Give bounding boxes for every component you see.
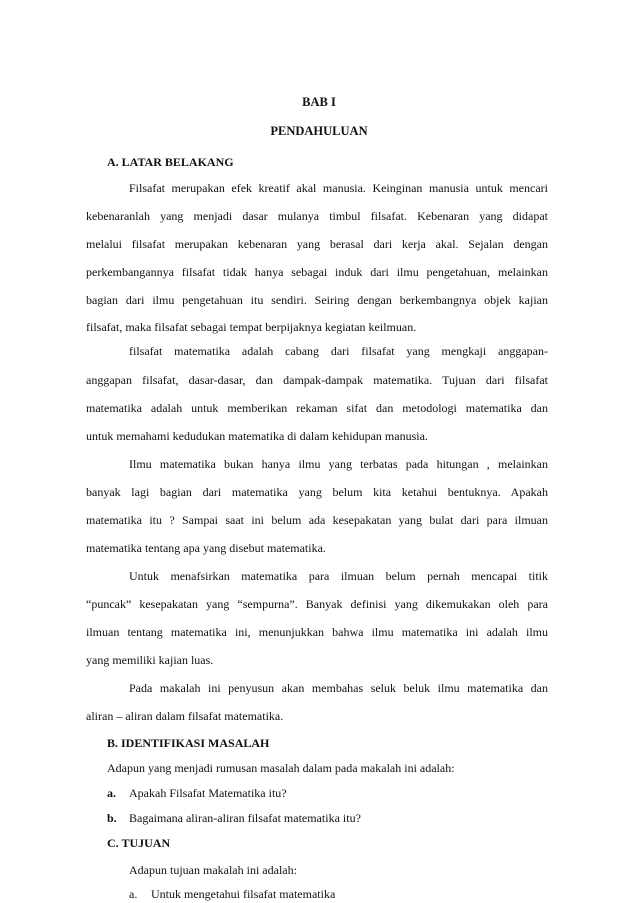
list-marker: a. [107,786,116,800]
paragraph-line: filsafat matematika adalah cabang dari filsafat yang mengkaji anggapan- [129,344,548,358]
paragraph-line: Pada makalah ini penyusun akan membahas seluk beluk ilmu matematika dan [129,681,548,695]
paragraph-line: filsafat, maka filsafat sebagai tempat berpijaknya kegiatan keilmuan. [86,320,417,334]
list-marker: b. [107,811,117,825]
paragraph-line: matematika tentang apa yang disebut matematika. [86,541,326,555]
paragraph-line: matematika itu ? Sampai saat ini belum ada kesepakatan yang bulat dari para ilmuan [86,513,548,527]
section-b-intro: Adapun yang menjadi rumusan masalah dalam pada makalah ini adalah: [107,761,455,775]
list-item: Bagaimana aliran-aliran filsafat matematika itu? [129,811,361,825]
section-b-heading: B. IDENTIFIKASI MASALAH [107,736,270,750]
paragraph-line: matematika adalah untuk memberikan rekaman sifat dan metodologi matematika dan [86,401,548,415]
paragraph-line: aliran – aliran dalam filsafat matematika. [86,709,284,723]
paragraph-line: kebenaranlah yang menjadi dasar mulanya timbul filsafat. Kebenaran yang didapat [86,209,548,223]
paragraph-line: ilmuan tentang matematika ini, menunjukkan bahwa ilmu matematika ini adalah ilmu [86,625,548,639]
paragraph-line: yang memiliki kajian luas. [86,653,214,667]
paragraph-line: anggapan filsafat, dasar-dasar, dan dampak-dampak matematika. Tujuan dari filsafat [86,373,548,387]
paragraph-line: Untuk menafsirkan matematika para ilmuan belum pernah mencapai titik [129,569,548,583]
paragraph-line: bagian dari ilmu pengetahuan itu sendiri. Seiring dengan berkembangnya objek kajian [86,293,548,307]
list-marker: a. [129,887,138,901]
paragraph-line: Ilmu matematika bukan hanya ilmu yang terbatas pada hitungan , melainkan [129,457,548,471]
paragraph-line: “puncak” kesepakatan yang “sempurna”. Banyak definisi yang dikemukakan oleh para [86,597,548,611]
list-item: Untuk mengetahui filsafat matematika [151,887,336,901]
chapter-title: PENDAHULUAN [270,124,368,138]
paragraph-line: banyak lagi bagian dari matematika yang belum kita ketahui bentuknya. Apakah [86,485,548,499]
paragraph-line: perkembangannya filsafat tidak hanya sebagai induk dari ilmu pengetahuan, melainkan [86,265,548,279]
section-a-heading: A. LATAR BELAKANG [107,155,234,169]
section-c-intro: Adapun tujuan makalah ini adalah: [129,863,297,877]
paragraph-line: untuk memahami kedudukan matematika di dalam kehidupan manusia. [86,429,428,443]
section-c-heading: C. TUJUAN [107,836,171,850]
chapter-number: BAB I [302,95,336,109]
paragraph-line: Filsafat merupakan efek kreatif akal manusia. Keinginan manusia untuk mencari [129,181,548,195]
list-item: Apakah Filsafat Matematika itu? [129,786,287,800]
paragraph-line: melalui filsafat merupakan kebenaran yang berasal dari kerja akal. Sejalan dengan [86,237,548,251]
